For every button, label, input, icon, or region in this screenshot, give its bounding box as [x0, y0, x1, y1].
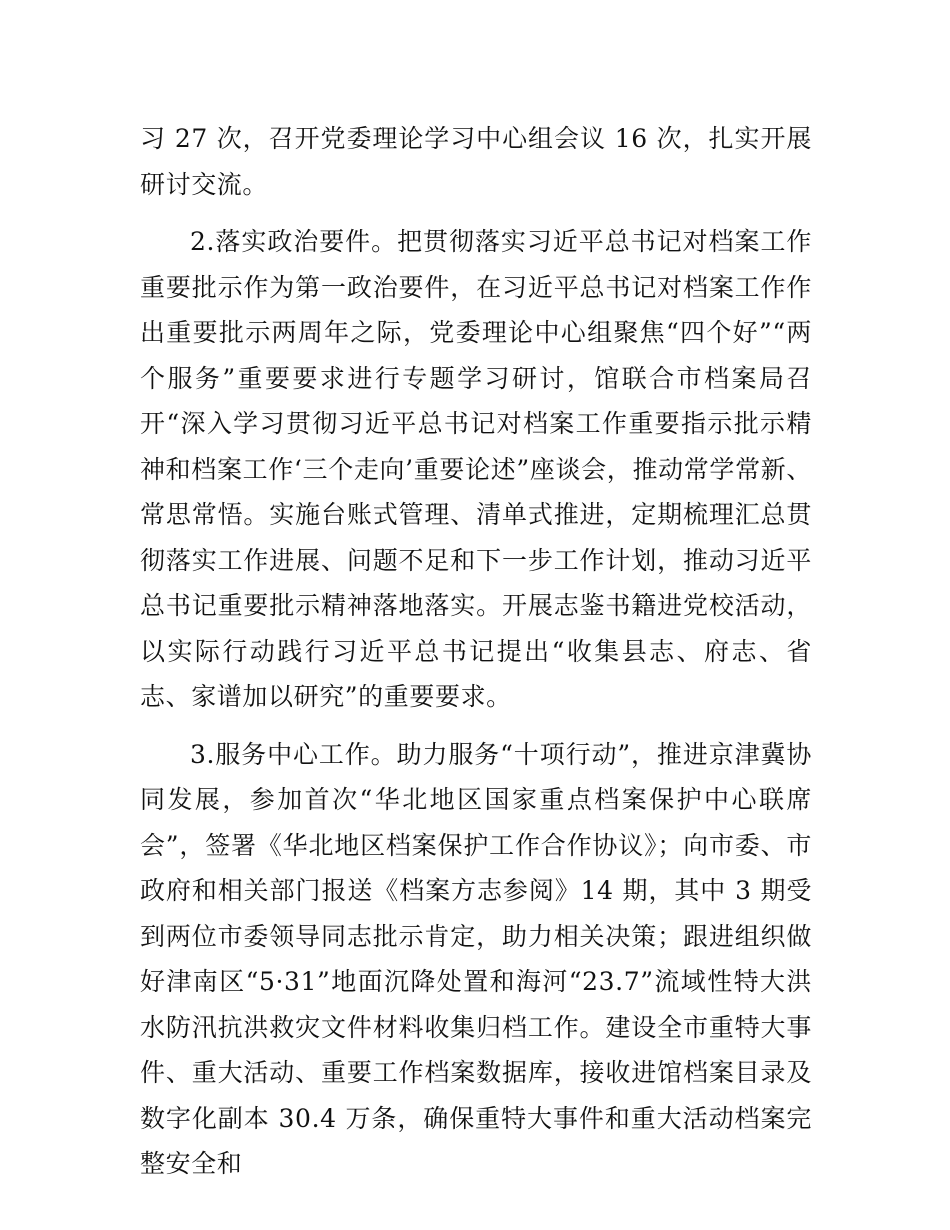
paragraph-political-requirements: 2.落实政治要件。把贯彻落实习近平总书记对档案工作重要批示作为第一政治要件，在习近平总书记对档案工作作出重要批示两周年之际，党委理论中心组聚焦“四个好”“两个服务”重要要求进行专题学习研讨，馆联合市档案局召开“深入学习贯彻习近平总书记对档案工作重要指示批示精神和档案工作‘三个走向’重要论述”座谈会，推动常学常新、常思常悟。实施台账式管理、清单式推进，定期梳理汇总贯彻落实工作进展、问题不足和下一步工作计划，推动习近平总书记重要批示精神落地落实。开展志鉴书籍进党校活动，以实际行动践行习近平总书记提出“收集县志、府志、省志、家谱加以研究”的重要要求。 [140, 227, 812, 711]
paragraph-serve-central-work: 3.服务中心工作。助力服务“十项行动”，推进京津冀协同发展，参加首次“华北地区国家重点档案保护中心联席会”，签署《华北地区档案保护工作合作协议》；向市委、市政府和相关部门报送《档案方志参阅》14 期，其中 3 期受到两位市委领导同志批示肯定，助力相关决策；跟进组织做好津南区“5·31”地面沉降处置和海河“23.7”流域性特大洪水防汛抗洪救灾文件材料收集归档工作。建设全市重特大事件、重大活动、重要工作档案数据库，接收进馆档案目录及数字化副本 30.4 万条，确保重特大事件和重大活动档案完整安全和 [140, 739, 812, 1178]
document-body [140, 116, 812, 1187]
paragraph-continuation: 习 27 次，召开党委理论学习中心组会议 16 次，扎实开展研讨交流。 [140, 124, 812, 199]
